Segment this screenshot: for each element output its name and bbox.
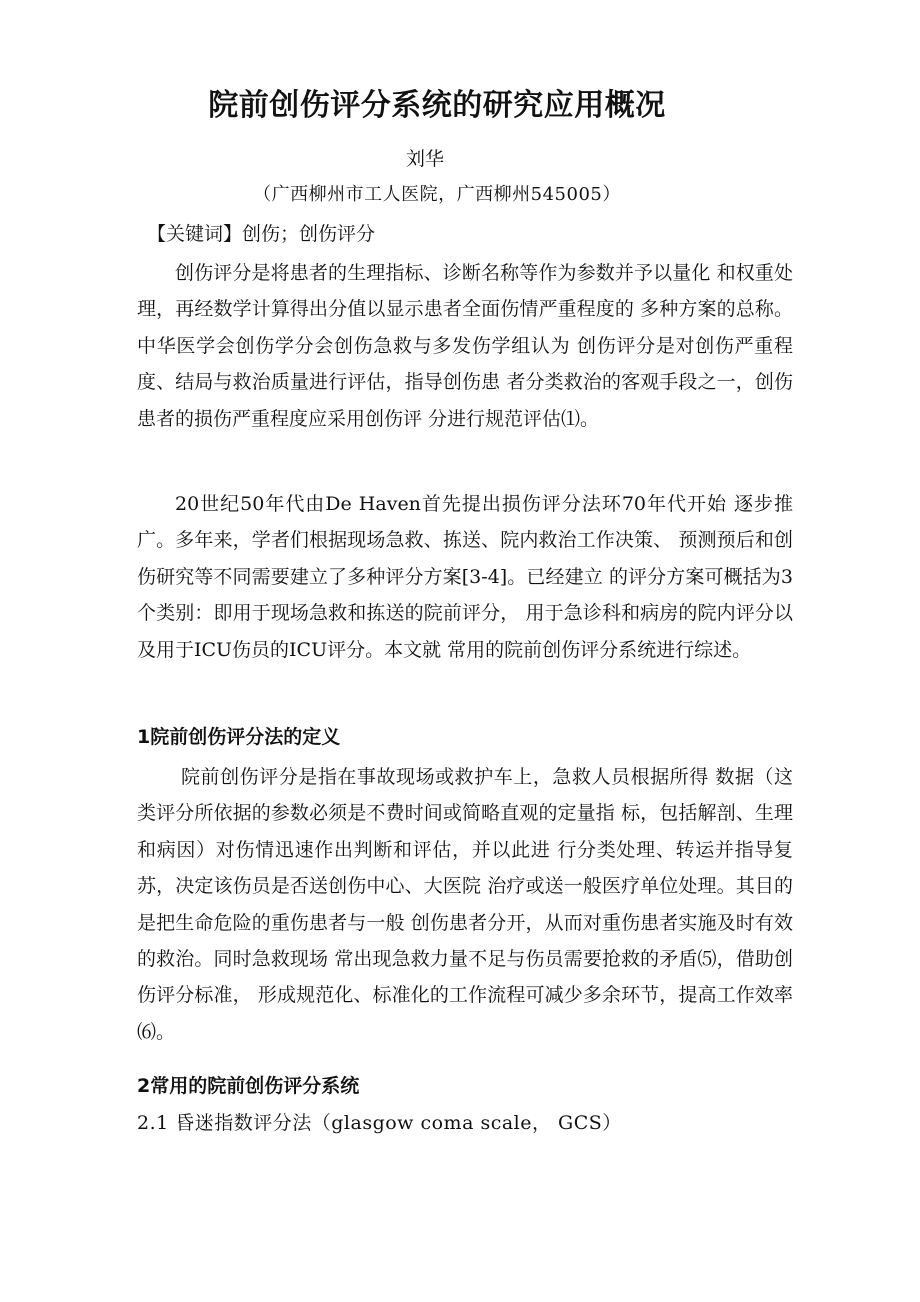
author-affiliation: （广西柳州市工人医院，广西柳州545005） — [253, 184, 621, 205]
keywords-line: 【关键词】创伤；创伤评分 — [147, 223, 376, 245]
paragraph-intro: 创伤评分是将患者的生理指标、诊断名称等作为参数并予以量化 和权重处理，再经数学计算得出分值以显示患者全面伤情严重程度的 多种方案的总称。中华医学会创伤学分会创伤急救与多发伤学组认为 创伤评分是对创伤严重程度、结局与救治质量进行评估，指导创伤患 者分类救治的客观手段之一，创伤患者的损伤严重程度应采用创伤评 分进行规范评估⑴。 — [137, 262, 793, 430]
subsection-heading-2-1: 2.1 昏迷指数评分法（glasgow coma scale， GCS） — [137, 1112, 622, 1134]
paragraph-history: 20世纪50年代由De Haven首先提出损伤评分法环70年代开始 逐步推广。多年来，学者们根据现场急救、拣送、院内救治工作决策、 预测预后和创伤研究等不同需要建立了多种评分方案[3-4]。已经建立 的评分方案可概括为3个类别：即用于现场急救和拣送的院前评分， 用于急诊科和病房的院内评分以及用于ICU伤员的ICU评分。本文就 常用的院前创伤评分系统进行综述。 — [137, 493, 793, 661]
author-name: 刘华 — [405, 148, 444, 170]
section-heading-2: 2常用的院前创伤评分系统 — [137, 1075, 360, 1097]
section-heading-1: 1院前创伤评分法的定义 — [137, 726, 341, 748]
document-title: 院前创伤评分系统的研究应用概况 — [208, 88, 666, 123]
paragraph-definition: 院前创伤评分是指在事故现场或救护车上，急救人员根据所得 数据（这类评分所依据的参数必须是不费时间或简略直观的定量指 标，包括解剖、生理和病因）对伤情迅速作出判断和评估，并以此进 行分类处理、转运并指导复苏，决定该伤员是否送创伤中心、大医院 治疗或送一般医疗单位处理。其目的是把生命危险的重伤患者与一般 创伤患者分开，从而对重伤患者实施及时有效的救治。同时急救现场 常出现急救力量不足与伤员需要抢救的矛盾⑸，借助创伤评分标准， 形成规范化、标准化的工作流程可减少多余环节，提高工作效率⑹。 — [137, 766, 793, 1043]
